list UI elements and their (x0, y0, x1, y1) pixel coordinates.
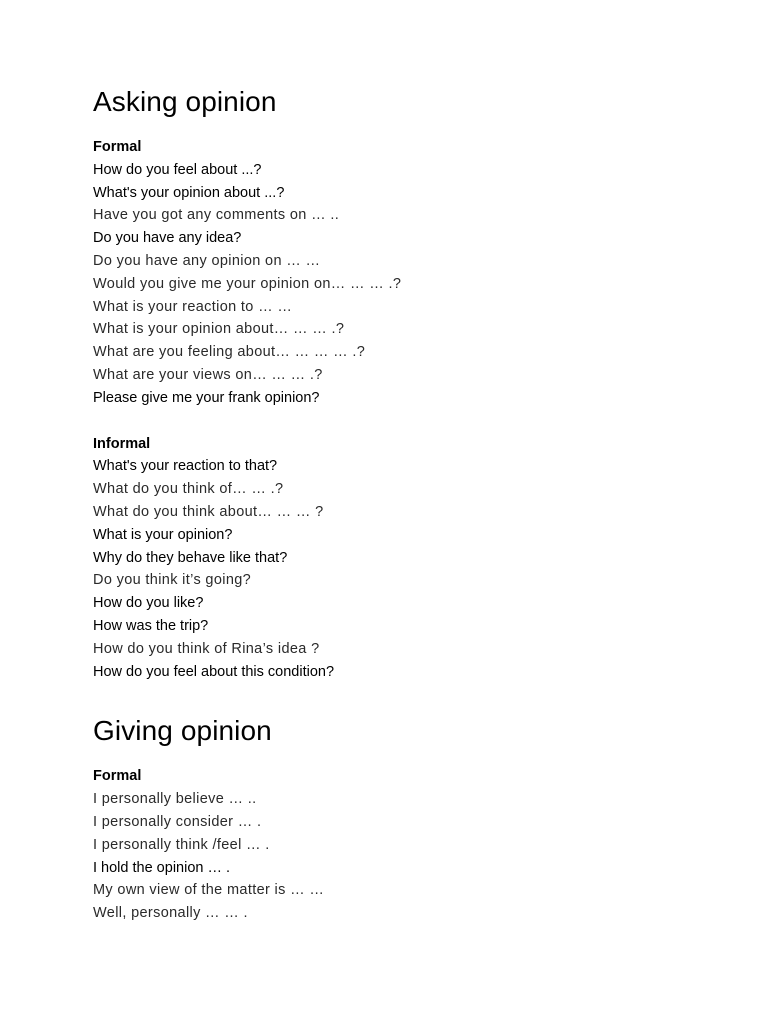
phrase-line: How do you feel about this condition? (93, 663, 335, 680)
asking-opinion-section (93, 84, 733, 683)
phrase-line: What do you think about… … … ? (93, 503, 324, 520)
section-title-giving-opinion: Giving opinion (93, 715, 272, 747)
group-label-giving-formal: Formal (93, 768, 142, 785)
phrase-line: Do you have any idea? (93, 230, 242, 247)
phrase-line: My own view of the matter is … … (93, 882, 325, 899)
phrase-line: What are you feeling about… … … … .? (93, 344, 366, 361)
group-label-asking-informal: Informal (93, 435, 151, 452)
phrase-line: Have you got any comments on … .. (93, 207, 340, 224)
phrase-line: What do you think of… … .? (93, 481, 284, 498)
phrase-line: I hold the opinion … . (93, 859, 231, 876)
phrase-line: Would you give me your opinion on… … … .? (93, 275, 402, 292)
phrase-line: What is your reaction to … … (93, 298, 293, 315)
document-page (93, 84, 733, 925)
phrase-line: How do you like? (93, 595, 204, 612)
giving-opinion-section (93, 713, 733, 925)
phrase-line: Why do they behave like that? (93, 549, 288, 566)
list-giving-formal (93, 788, 733, 925)
phrase-line: I personally believe … .. (93, 791, 257, 808)
phrase-line: Well, personally … … . (93, 905, 248, 922)
phrase-line: How do you think of Rina’s idea ? (93, 640, 320, 657)
phrase-line: What's your opinion about ...? (93, 184, 285, 201)
phrase-line: How was the trip? (93, 617, 209, 634)
section-title-asking-opinion: Asking opinion (93, 86, 277, 117)
phrase-line: Please give me your frank opinion? (93, 389, 320, 406)
group-label-asking-formal: Formal (93, 139, 142, 155)
phrase-line: What is your opinion? (93, 526, 233, 543)
phrase-line: Do you have any opinion on … … (93, 252, 321, 269)
phrase-line: I personally think /feel … . (93, 836, 270, 853)
phrase-line: What are your views on… … … .? (93, 366, 323, 383)
phrase-line: What's your reaction to that? (93, 458, 278, 475)
phrase-line: I personally consider … . (93, 813, 262, 830)
list-asking-informal (93, 455, 733, 683)
phrase-line: Do you think it’s going? (93, 572, 252, 589)
phrase-line: How do you feel about ...? (93, 161, 262, 178)
phrase-line: What is your opinion about… … … .? (93, 321, 345, 338)
list-asking-formal (93, 159, 733, 410)
